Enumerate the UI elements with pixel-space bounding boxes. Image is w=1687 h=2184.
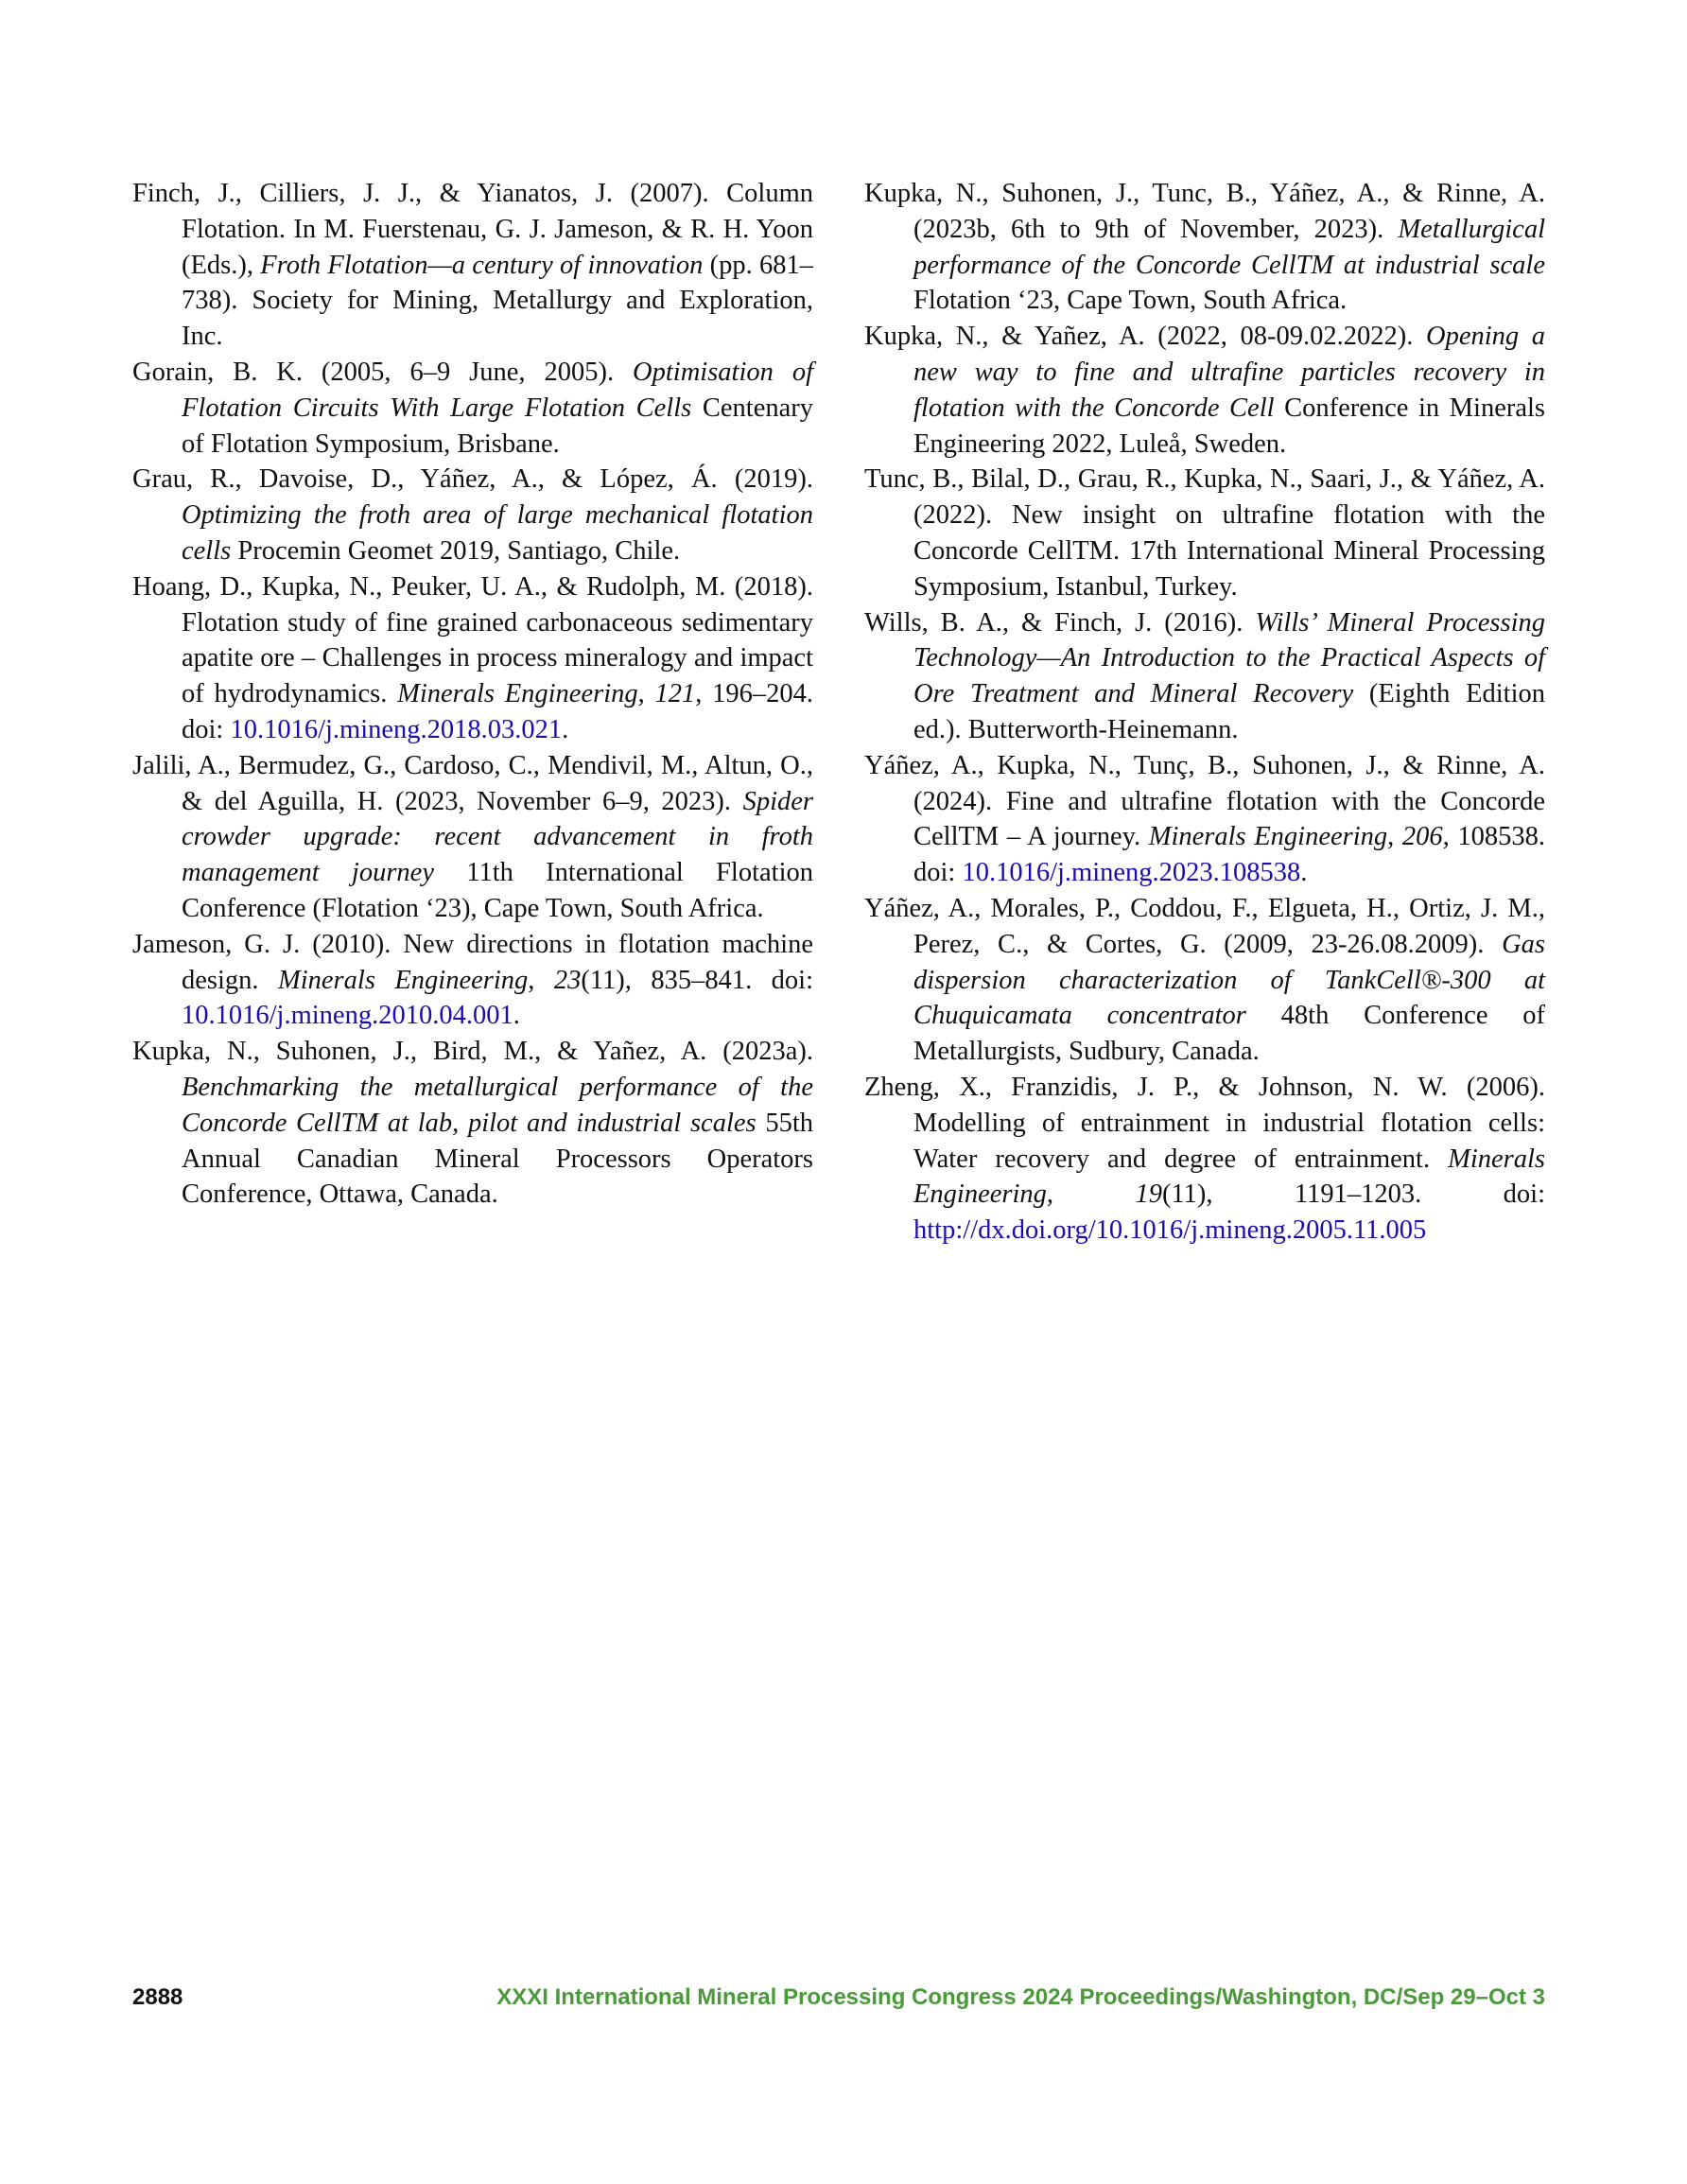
reference-entry xyxy=(132,355,813,462)
doi-link[interactable]: http://dx.doi.org/10.1016/j.mineng.2005.11.005 xyxy=(913,1215,1427,1246)
reference-italic-text: 206 xyxy=(1401,822,1443,852)
reference-text: Grau, R., Davoise, D., Yáñez, A., & López, Á. (2019). xyxy=(132,464,813,495)
reference-text: 11th International Flotation Conference (Flotation ‘23), Cape Town, South Africa. xyxy=(182,858,813,923)
reference-entry xyxy=(864,462,1545,604)
reference-text: Kupka, N., Suhonen, J., Tunc, B., Yáñez, A., & Rinne, A. (2023b, 6th to 9th of November, 2023). xyxy=(864,179,1545,244)
running-title: XXXI International Mineral Processing Congress 2024 Proceedings/Washington, DC/Sep 29–Oct 3 xyxy=(496,1984,1545,2010)
reference-entry xyxy=(864,748,1545,891)
reference-text: Yáñez, A., Kupka, N., Tunç, B., Suhonen, J., & Rinne, A. (2024). Fine and ultrafine flotation with the Concorde CellTM – A journey. xyxy=(864,750,1545,852)
reference-entry xyxy=(132,462,813,568)
reference-text: , xyxy=(528,965,554,995)
reference-text: 48th Conference of Metallurgists, Sudbury, Canada. xyxy=(913,1001,1546,1067)
reference-text: Yáñez, A., Morales, P., Coddou, F., Elgueta, H., Ortiz, J. M., Perez, C., & Cortes, G. (2009, 23-26.08.2009). xyxy=(864,893,1545,959)
reference-text: Tunc, B., Bilal, D., Grau, R., Kupka, N., Saari, J., & Yáñez, A. (2022). New insight on ultrafine flotation with the Concorde CellTM. 17th International Mineral Processing Symposium, Istanbul, Turkey. xyxy=(864,464,1545,602)
reference-entry xyxy=(864,605,1545,748)
reference-text: , 196–204. doi: xyxy=(182,679,813,744)
references-left-column xyxy=(132,176,813,1213)
reference-text: , xyxy=(637,679,655,709)
reference-entry xyxy=(132,1034,813,1213)
reference-italic-text: 121 xyxy=(654,679,696,709)
reference-text: , xyxy=(1387,822,1402,852)
doi-link[interactable]: 10.1016/j.mineng.2018.03.021 xyxy=(230,714,563,744)
reference-text: Jalili, A., Bermudez, G., Cardoso, C., Mendivil, M., Altun, O., & del Aguilla, H. (2023, November 6–9, 2023). xyxy=(132,750,813,816)
reference-entry xyxy=(132,927,813,1034)
reference-text: Kupka, N., Suhonen, J., Bird, M., & Yañez, A. (2023a). xyxy=(132,1037,813,1067)
reference-entry xyxy=(864,176,1545,319)
reference-italic-text: Optimizing the froth area of large mechanical flotation cells xyxy=(182,500,813,566)
reference-italic-text: Benchmarking the metallurgical performance of the Concorde CellTM at lab, pilot and industrial scales xyxy=(182,1072,813,1138)
reference-entry xyxy=(132,569,813,748)
reference-text: (pp. 681–738). Society for Mining, Metallurgy and Exploration, Inc. xyxy=(182,250,813,352)
reference-text: Wills, B. A., & Finch, J. (2016). xyxy=(864,607,1256,638)
reference-text: Procemin Geomet 2019, Santiago, Chile. xyxy=(231,535,681,566)
reference-text: Conference in Minerals Engineering 2022, Luleå, Sweden. xyxy=(913,393,1545,459)
reference-text: (Eighth Edition ed.). Butterworth-Heinemann. xyxy=(913,679,1545,744)
reference-italic-text: Optimisation of Flotation Circuits With Large Flotation Cells xyxy=(182,357,813,423)
doi-link[interactable]: 10.1016/j.mineng.2010.04.001 xyxy=(182,1001,513,1031)
reference-italic-text: Minerals Engineering xyxy=(913,1144,1545,1210)
reference-entry xyxy=(864,891,1545,1070)
page-number: 2888 xyxy=(132,1984,183,2010)
reference-italic-text: Opening a new way to fine and ultrafine particles recovery in flotation with the Concorde Cell xyxy=(913,322,1545,423)
reference-text: 55th Annual Canadian Mineral Processors Operators Conference, Ottawa, Canada. xyxy=(182,1108,814,1210)
reference-text: , 108538. doi: xyxy=(913,822,1546,888)
reference-text: Kupka, N., & Yañez, A. (2022, 08-09.02.2022). xyxy=(864,322,1426,352)
reference-entry xyxy=(132,748,813,927)
reference-text: Finch, J., Cilliers, J. J., & Yianatos, J. (2007). Column Flotation. In M. Fuerstenau, G. J. Jameson, & R. H. Yoon (Eds.), xyxy=(132,179,813,280)
reference-text: , xyxy=(1046,1179,1136,1210)
reference-italic-text: Minerals Engineering xyxy=(397,679,638,709)
reference-italic-text: Froth Flotation—a century of innovation xyxy=(260,250,704,280)
reference-italic-text: Wills’ Mineral Processing Technology—An Introduction to the Practical Aspects of Ore Treatment and Mineral Recovery xyxy=(913,607,1545,709)
reference-text: . xyxy=(562,714,569,744)
reference-text: . xyxy=(513,1001,520,1031)
reference-italic-text: 19 xyxy=(1135,1179,1162,1210)
reference-text: . xyxy=(1300,858,1308,888)
reference-italic-text: Spider crowder upgrade: recent advancement in froth management journey xyxy=(182,786,813,888)
reference-text: (11), 835–841. doi: xyxy=(581,965,813,995)
reference-italic-text: Minerals Engineering xyxy=(278,965,529,995)
reference-text: Flotation ‘23, Cape Town, South Africa. xyxy=(913,286,1348,316)
reference-entry xyxy=(132,176,813,355)
reference-text: Hoang, D., Kupka, N., Peuker, U. A., & Rudolph, M. (2018). Flotation study of fine grained carbonaceous sedimentary apatite ore – Challenges in process mineralogy and impact of hydrodynamics. xyxy=(132,571,813,709)
reference-italic-text: Metallurgical performance of the Concorde CellTM at industrial scale xyxy=(913,214,1545,280)
doi-link[interactable]: 10.1016/j.mineng.2023.108538 xyxy=(962,858,1301,888)
reference-italic-text: Minerals Engineering xyxy=(1148,822,1388,852)
reference-text: Centenary of Flotation Symposium, Brisbane. xyxy=(182,393,813,459)
reference-text: (11), 1191–1203. doi: xyxy=(1161,1179,1546,1210)
page-footer xyxy=(132,1984,1545,2022)
reference-italic-text: 23 xyxy=(553,965,582,995)
reference-text: Gorain, B. K. (2005, 6–9 June, 2005). xyxy=(132,357,634,387)
reference-text: Jameson, G. J. (2010). New directions in flotation machine design. xyxy=(132,929,813,995)
reference-text: Zheng, X., Franzidis, J. P., & Johnson, N. W. (2006). Modelling of entrainment in industrial flotation cells: Water recovery and degree of entrainment. xyxy=(864,1072,1545,1174)
references-right-column xyxy=(864,176,1545,1249)
reference-italic-text: Gas dispersion characterization of TankCell®-300 at Chuquicamata concentrator xyxy=(913,929,1545,1031)
reference-entry xyxy=(864,319,1545,462)
reference-entry xyxy=(864,1070,1545,1249)
